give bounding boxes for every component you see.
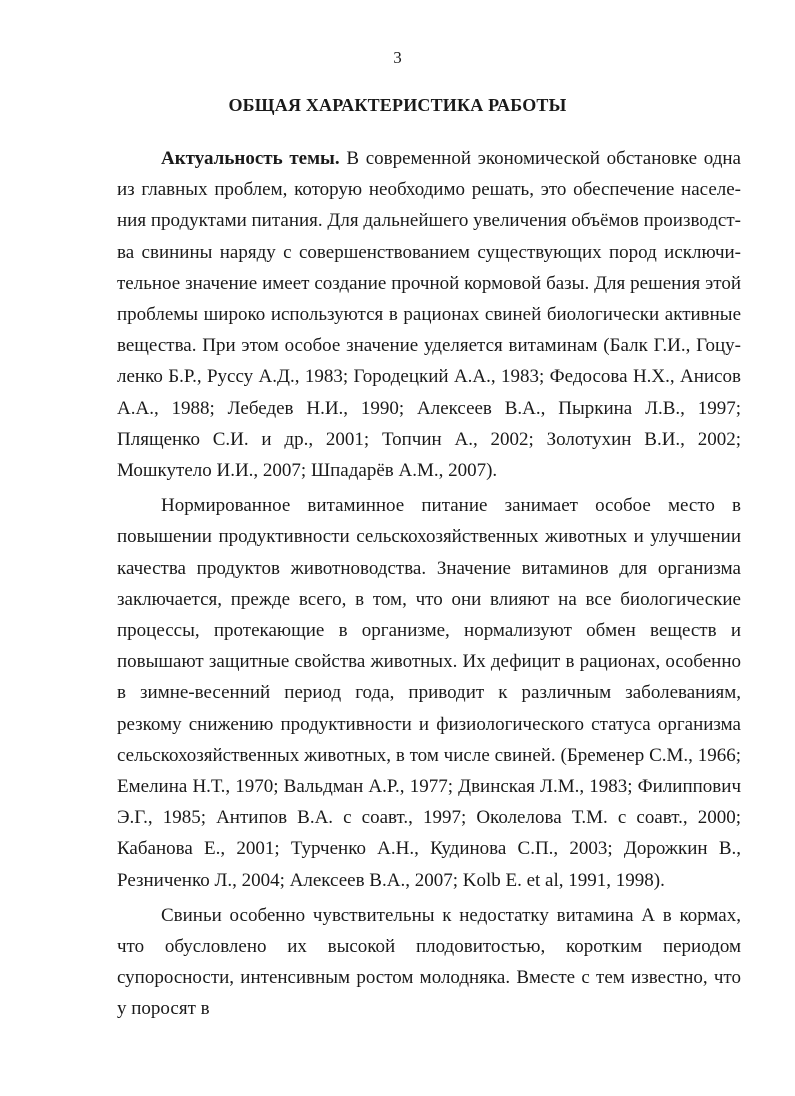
- paragraph-lead: Актуальность темы.: [161, 148, 340, 169]
- body-text: [117, 143, 741, 1025]
- paragraph-vitamin-a: Свиньи особенно чувствительны к недостатку витамина А в кормах, что обусловлено их высокой плодовитостью, коротким периодом супоросности, интенсивным ростом молодняка. Вместе с тем известно, что у поросят в: [117, 904, 741, 1020]
- paragraph-relevance: [117, 143, 741, 486]
- section-heading: ОБЩАЯ ХАРАКТЕРИСТИКА РАБОТЫ: [228, 95, 567, 115]
- paragraph-body: В современной экономической обстановке одна из главных проблем, которую необходимо решать, это обеспечение населения продуктами питания. Для дальнейшего увеличения объёмов производства свинины наряду с совершенствованием существующих пород исключительное значение имеет создание прочной кормовой базы. Для решения этой проблемы широко используются в рационах свиней биологически активные вещества. При этом особое значение уделяется витаминам (Балк Г.И., Гоцуленко Б.Р., Руссу А.Д., 1983; Городецкий А.А., 1983; Федосова Н.Х., Анисов А.А., 1988; Лебедев Н.И., 1990; Алексеев В.А., Пыркина Л.В., 1997; Плященко С.И. и др., 2001; Топчин А., 2002; Золотухин В.И., 2002; Мошкутело И.И., 2007; Шпадарёв А.М., 2007).: [117, 148, 741, 482]
- page-number: 3: [393, 48, 402, 67]
- paragraph-vitamin-nutrition: Нормированное витаминное питание занимает особое место в повышении продуктивности сельскохозяйственных животных и улучшении качества продуктов животноводства. Значение витаминов для организма заключается, прежде всего, в том, что они влияют на все биологические процессы, протекающие в организме, нормализуют обмен веществ и повышают защитные свойства животных. Их дефицит в рационах, особенно в зимне-весенний период года, приводит к различным заболеваниям, резкому снижению продуктивности и физиологического статуса организма сельскохозяйственных животных, в том числе свиней. (Бременер С.М., 1966; Емелина Н.Т., 1970; Вальдман А.Р., 1977; Двинская Л.М., 1983; Филиппович Э.Г., 1985; Антипов В.А. с соавт., 1997; Околелова Т.М. с соавт., 2000; Кабанова Е., 2001; Турченко А.Н., Кудинова С.П., 2003; Дорожкин В., Резниченко Л., 2004; Алексеев В.А., 2007; Kolb E. et al, 1991, 1998).: [117, 495, 741, 891]
